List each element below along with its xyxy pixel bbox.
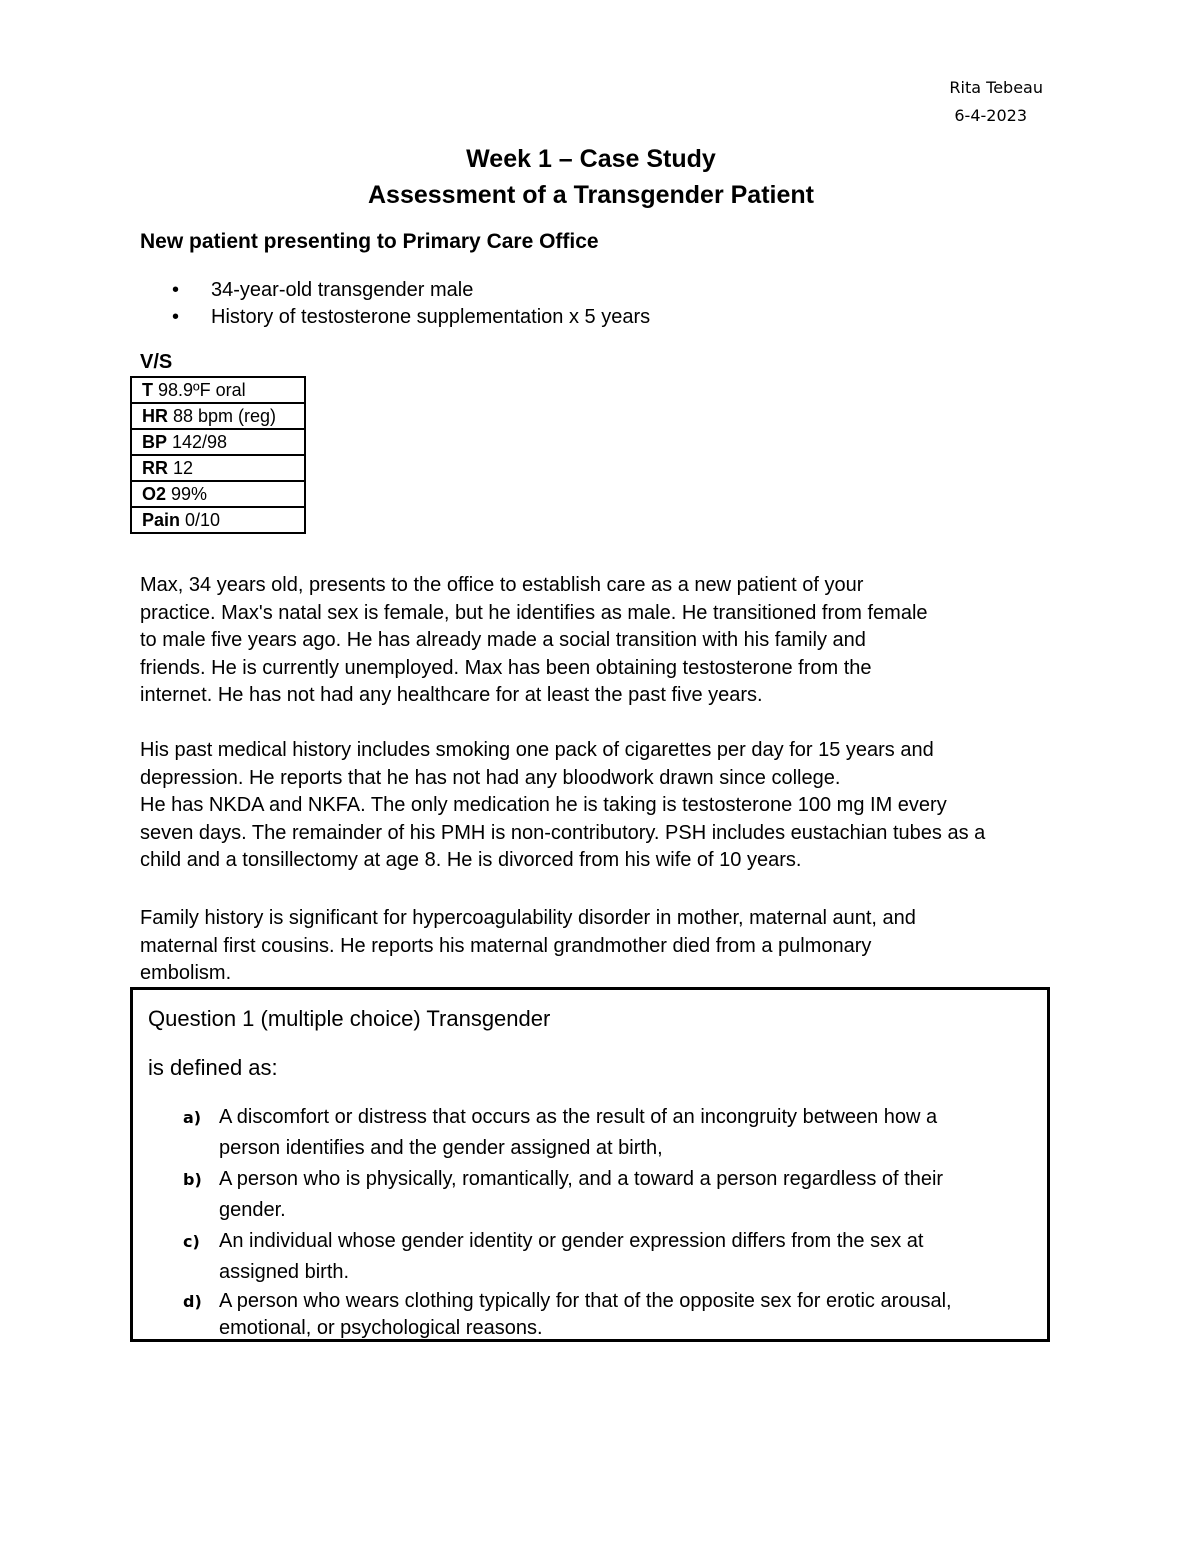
paragraph-line: child and a tonsillectomy at age 8. He is divorced from his wife of 10 years. [140, 849, 802, 871]
vital-value: 0/10 [180, 510, 221, 530]
vitals-table [130, 376, 306, 534]
list-item-text: History of testosterone supplementation x 5 years [211, 306, 651, 328]
paragraph-line: to male five years ago. He has already made a social transition with his family and [140, 629, 866, 651]
answer-option-d [183, 1288, 1023, 1342]
vital-value: 99% [166, 484, 208, 504]
paragraph-line: He has NKDA and NKFA. The only medication he is taking is testosterone 100 mg IM every [140, 794, 947, 816]
question-title-continued: is defined as: [148, 1055, 278, 1080]
paragraph-line: seven days. The remainder of his PMH is non-contributory. PSH includes eustachian tubes as a [140, 821, 986, 844]
paragraph-line: maternal first cousins. He reports his maternal grandmother died from a pulmonary [140, 934, 872, 957]
paragraph-line: Max, 34 years old, presents to the office to establish care as a new patient of your [140, 574, 864, 596]
table-cell [131, 507, 305, 533]
table-row [131, 481, 305, 507]
bullet-icon: • [172, 279, 180, 301]
title-line-2: Assessment of a Transgender Patient [368, 181, 814, 209]
option-line: gender. [219, 1199, 286, 1221]
paragraph-line: internet. He has not had any healthcare for at least the past five years. [140, 684, 763, 706]
table-cell [131, 403, 305, 429]
question-box [130, 987, 1050, 1342]
author-block [843, 74, 1043, 130]
table-cell [131, 481, 305, 507]
answer-option-a [183, 1102, 1023, 1164]
list-item-text: 34-year-old transgender male [211, 279, 474, 301]
question-title: Question 1 (multiple choice) Transgender [148, 1006, 551, 1031]
vital-label: RR [142, 458, 168, 478]
bullet-icon: • [172, 306, 180, 328]
case-paragraph-family-history [140, 905, 1100, 988]
title-line-1: Week 1 – Case Study [466, 145, 716, 173]
section-subtitle: New patient presenting to Primary Care Office [140, 230, 599, 253]
answer-options [183, 1102, 1023, 1342]
option-line: emotional, or psychological reasons. [219, 1317, 543, 1339]
option-letter: c) [183, 1232, 200, 1251]
table-cell [131, 377, 305, 403]
vital-label: BP [142, 432, 168, 452]
vital-label: Pain [142, 510, 181, 530]
vitals-heading: V/S [140, 351, 173, 373]
patient-summary-list [172, 277, 650, 331]
option-line: assigned birth. [219, 1261, 350, 1283]
paragraph-line: embolism. [140, 962, 232, 984]
vital-label: HR [142, 406, 168, 426]
vital-value: 88 bpm (reg) [168, 406, 277, 426]
option-line: A discomfort or distress that occurs as the result of an incongruity between how a [219, 1106, 938, 1128]
table-cell [131, 455, 305, 481]
option-letter: a) [183, 1108, 202, 1127]
paragraph-line: Family history is significant for hypercoagulability disorder in mother, maternal aunt, and [140, 907, 916, 929]
paragraph-line: practice. Max's natal sex is female, but he identifies as male. He transitioned from female [140, 601, 928, 624]
answer-option-b [183, 1164, 1023, 1226]
option-line: person identifies and the gender assigned at birth, [219, 1137, 663, 1159]
paragraph-line: depression. He reports that he has not had any bloodwork drawn since college. [140, 766, 841, 789]
table-row [131, 507, 305, 533]
case-paragraph-presentation [140, 572, 1100, 710]
vital-value: 142/98 [167, 432, 228, 452]
case-paragraph-history [140, 737, 1100, 875]
table-row [131, 377, 305, 403]
option-letter: d) [183, 1292, 202, 1311]
paragraph-line: His past medical history includes smoking one pack of cigarettes per day for 15 years and [140, 739, 934, 761]
option-line: An individual whose gender identity or gender expression differs from the sex at [219, 1230, 924, 1252]
author-name: Rita Tebeau [949, 78, 1043, 97]
option-letter: b) [183, 1170, 202, 1189]
list-item [172, 277, 650, 304]
table-cell [131, 429, 305, 455]
list-item [172, 304, 650, 331]
option-line: A person who is physically, romantically, and a toward a person regardless of their [219, 1168, 944, 1190]
table-row [131, 455, 305, 481]
table-row [131, 403, 305, 429]
document-date: 6-4-2023 [954, 106, 1027, 125]
vital-label: T [142, 380, 153, 400]
vital-label: O2 [142, 484, 167, 504]
answer-option-c [183, 1226, 1023, 1288]
vital-value: 12 [168, 458, 194, 478]
page-title [0, 141, 1182, 213]
vital-value: 98.9ºF oral [153, 380, 246, 400]
table-row [131, 429, 305, 455]
option-line: A person who wears clothing typically for that of the opposite sex for erotic arousal, [219, 1290, 952, 1312]
paragraph-line: friends. He is currently unemployed. Max has been obtaining testosterone from the [140, 656, 872, 679]
